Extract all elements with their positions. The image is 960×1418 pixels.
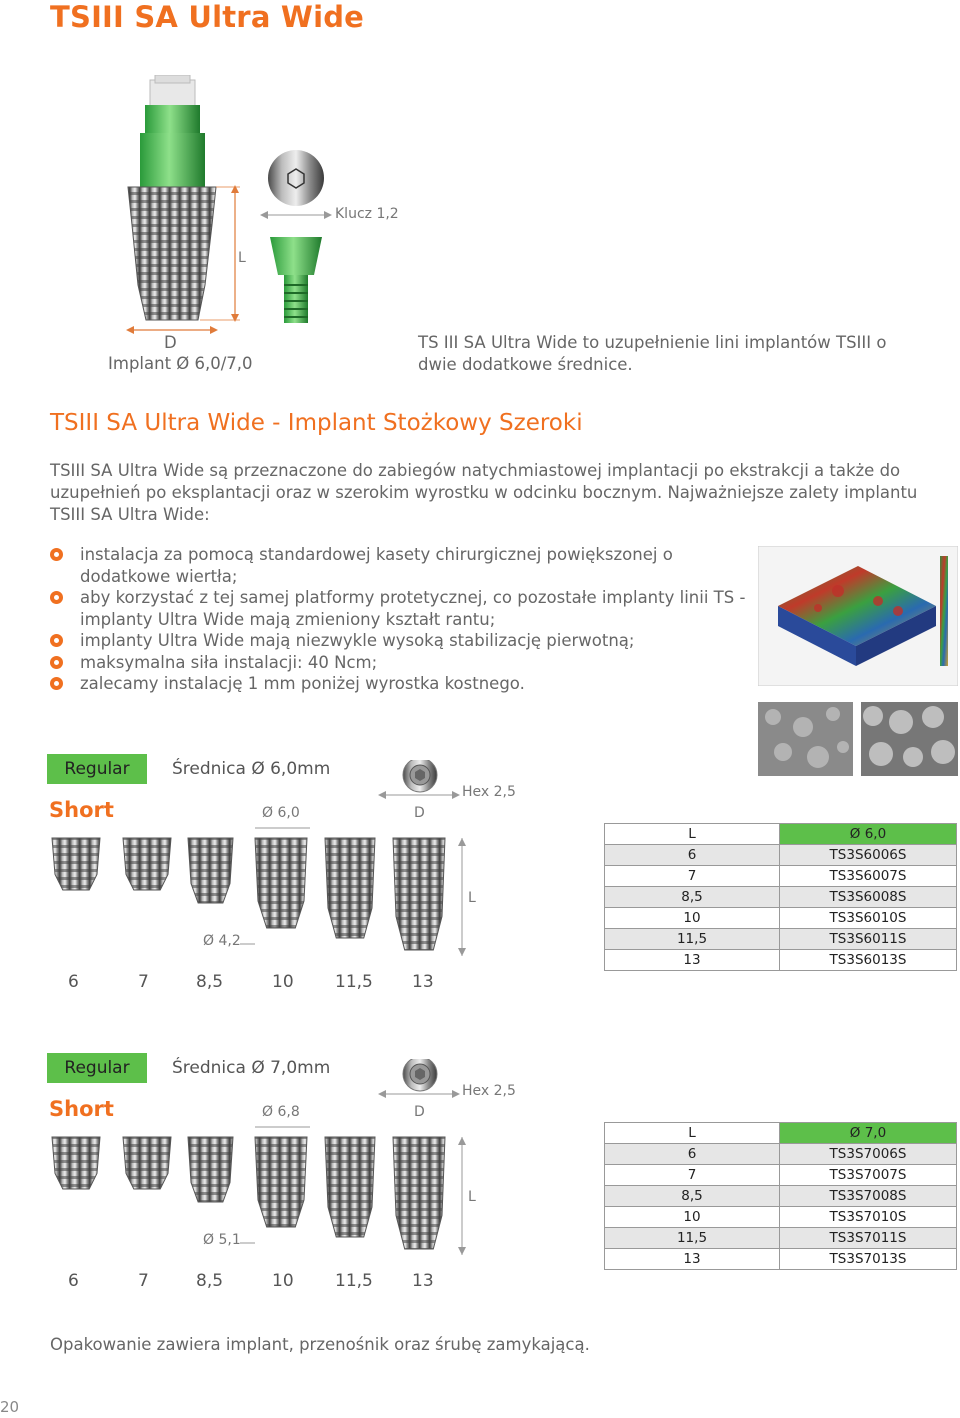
footer-note: Opakowanie zawiera implant, przenośnik oraz śrubę zamykającą. [50,1335,590,1354]
d-label: D [414,805,425,821]
length-label: 6 [68,1271,79,1291]
implant-body [128,187,216,320]
table-cell-code: TS3S6011S [780,929,957,950]
d-label: D [414,1104,425,1120]
hex-label: Hex 2,5 [462,784,516,800]
length-label: 10 [272,1271,294,1291]
cover-screw [270,237,322,275]
table-cell-length: 8,5 [605,887,780,908]
implant-13 [393,838,445,950]
mount-top [150,80,195,108]
bullet-icon [50,656,63,669]
table-cell-code: TS3S6010S [780,908,957,929]
table-cell-code: TS3S6006S [780,845,957,866]
table-row [605,845,957,866]
bullet-icon [50,548,63,561]
list-item: aby korzystać z tej samej platformy protetycznej, co pozostałe implanty linii TS - implanty Ultra Wide mają zmieniony kształt rantu; [50,587,760,630]
table-cell-code: TS3S7013S [780,1249,957,1270]
length-label: 11,5 [335,1271,373,1291]
bottom-diameter-label: Ø 5,1 [203,1232,241,1248]
sem-image-2 [861,702,958,776]
table-header-cell: Ø 7,0 [780,1123,957,1144]
table-cell-code: TS3S7008S [780,1186,957,1207]
hex-head-icon [378,1059,460,1098]
bullet-icon [50,634,63,647]
implant-7 [123,838,171,890]
short-label: Short [49,798,114,822]
top-diameter-label: Ø 6,0 [262,805,300,821]
hex-head-icon [378,760,460,799]
table-cell-length: 10 [605,908,780,929]
d-label: D [164,333,177,352]
length-label: 7 [138,972,149,992]
key-head-icon [268,150,324,206]
l-dimension-line [458,838,466,956]
length-label: 8,5 [196,972,224,992]
table-cell-code: TS3S7011S [780,1228,957,1249]
table-row [605,1144,957,1165]
implant-8,5 [188,1137,233,1202]
table-cell-code: TS3S6007S [780,866,957,887]
list-item: maksymalna siła instalacji: 40 Ncm; [50,652,760,674]
table-cell-length: 6 [605,1144,780,1165]
length-label: 6 [68,972,79,992]
bottom-diameter-label: Ø 4,2 [203,933,241,949]
table-cell-code: TS3S7006S [780,1144,957,1165]
table-cell-length: 7 [605,866,780,887]
implant-13 [393,1137,445,1249]
l-label: L [468,890,476,906]
page-title: TSIII SA Ultra Wide [50,0,365,34]
table-header-cell: L [605,1123,780,1144]
implant-7 [123,1137,171,1189]
table-row [605,1186,957,1207]
implant-11,5 [325,838,375,938]
table-row [605,866,957,887]
hex-label: Hex 2,5 [462,1083,516,1099]
table-cell-length: 10 [605,1207,780,1228]
table-row [605,1207,957,1228]
green-mount [145,105,200,133]
intro-text: TS III SA Ultra Wide to uzupełnienie lini implantów TSIII o dwie dodatkowe średnice. [418,333,887,374]
list-item: instalacja za pomocą standardowej kasety chirurgicznej powiększonej o dodatkowe wiertła; [50,544,760,587]
table-row [605,950,957,971]
advantages-list [50,544,760,695]
table-header-cell: Ø 6,0 [780,824,957,845]
table-header-row [605,824,957,845]
length-label: 13 [412,972,434,992]
table-cell-code: TS3S7007S [780,1165,957,1186]
regular-badge: Regular [47,1053,147,1083]
implants-illustration [0,760,520,970]
table-cell-length: 6 [605,845,780,866]
product-code-table [604,823,957,971]
length-label: 10 [272,972,294,992]
l-dimension-line [458,1137,466,1255]
bullet-icon [50,591,63,604]
table-cell-length: 13 [605,1249,780,1270]
surface-3d-image [758,546,958,686]
bullet-icon [50,677,63,690]
regular-badge: Regular [47,754,147,784]
table-cell-length: 11,5 [605,929,780,950]
length-label: 11,5 [335,972,373,992]
table-cell-length: 7 [605,1165,780,1186]
table-cell-code: TS3S7010S [780,1207,957,1228]
implants-illustration [0,1059,520,1269]
list-item: zalecamy instalację 1 mm poniżej wyrostka kostnego. [50,673,760,695]
product-code-table [604,1122,957,1270]
sem-image-1 [758,702,853,776]
implant-6 [52,1137,100,1189]
diameter-title: Średnica Ø 6,0mm [172,759,331,779]
table-header-row [605,1123,957,1144]
table-cell-code: TS3S6013S [780,950,957,971]
implant-6 [52,838,100,890]
page-number: 20 [0,1398,20,1416]
table-row [605,1165,957,1186]
diameter-title: Średnica Ø 7,0mm [172,1058,331,1078]
table-cell-length: 13 [605,950,780,971]
key-label: Klucz 1,2 [335,206,399,222]
short-label: Short [49,1097,114,1121]
length-label: 13 [412,1271,434,1291]
implant-label: Implant Ø 6,0/7,0 [108,354,253,373]
table-row [605,887,957,908]
list-item: implanty Ultra Wide mają niezwykle wysoką stabilizację pierwotną; [50,630,760,652]
table-cell-length: 11,5 [605,1228,780,1249]
length-label: 7 [138,1271,149,1291]
section-paragraph: TSIII SA Ultra Wide są przeznaczone do zabiegów natychmiastowej implantacji po ekstrakcji a także do uzupełnień po eksplantacji oraz w szerokim wyrostku w odcinku bocznym. Najważniejsze zalety implantu TSIII SA Ultra Wide: [50,461,918,524]
table-header-cell: L [605,824,780,845]
l-label: L [238,250,246,266]
section-heading: TSIII SA Ultra Wide - Implant Stożkowy Szeroki [50,410,583,436]
top-diameter-label: Ø 6,8 [262,1104,300,1120]
l-label: L [468,1189,476,1205]
implant-8,5 [188,838,233,903]
implant-10 [255,1137,307,1227]
table-row [605,1228,957,1249]
length-label: 8,5 [196,1271,224,1291]
table-row [605,1249,957,1270]
implant-10 [255,838,307,928]
table-row [605,908,957,929]
implant-11,5 [325,1137,375,1237]
table-cell-code: TS3S6008S [780,887,957,908]
table-cell-length: 8,5 [605,1186,780,1207]
table-row [605,929,957,950]
